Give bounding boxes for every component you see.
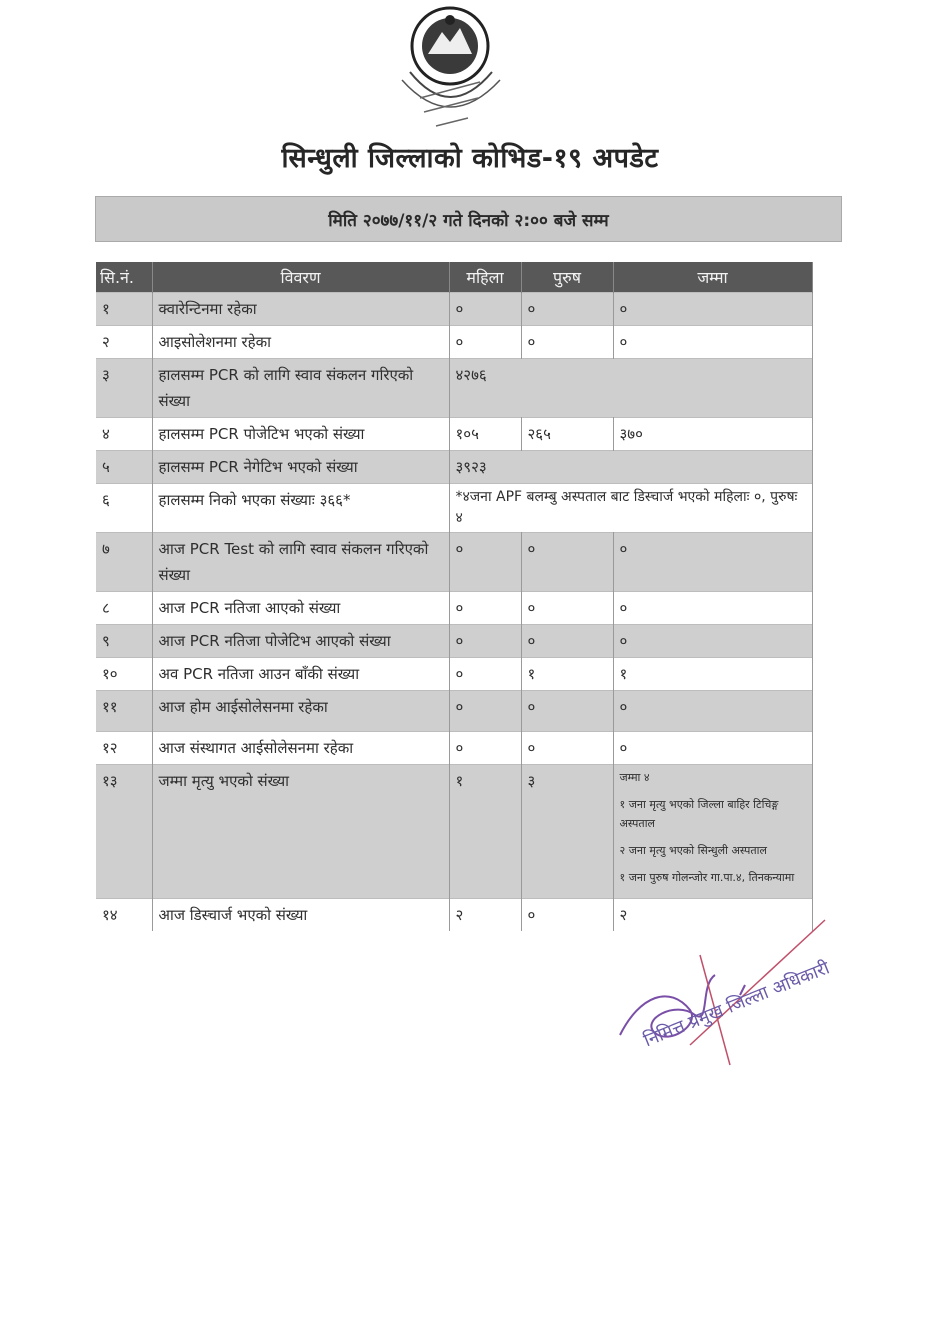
row-female: ० (449, 658, 521, 691)
row-female: ० (449, 592, 521, 625)
covid-update-table (96, 262, 813, 931)
death-note-line: २ जना मृत्यु भएको सिन्धुली अस्पताल (619, 844, 767, 857)
row-desc: अव PCR नतिजा आउन बाँकी संख्या (152, 658, 449, 691)
row-desc: हालसम्म PCR को लागि स्वाव संकलन गरिएको संख्या (152, 359, 449, 418)
header-desc: विवरण (152, 262, 449, 293)
row-male: ० (521, 533, 613, 592)
row-total: ० (613, 326, 812, 359)
date-bar (95, 196, 842, 242)
row-male: ० (521, 732, 613, 765)
row-male: ० (521, 293, 613, 326)
page-title: सिन्धुली जिल्लाको कोभिड-१९ अपडेट (281, 143, 659, 174)
row-total: ० (613, 293, 812, 326)
table-row (96, 533, 812, 592)
row-female: ० (449, 732, 521, 765)
row-merged-value: ३९२३ (449, 451, 812, 484)
table-header-row (96, 262, 812, 293)
header-no: सि.नं. (96, 262, 152, 293)
row-total-notes (613, 765, 812, 899)
row-male: ३ (521, 765, 613, 899)
row-total: ० (613, 533, 812, 592)
row-no: ५ (96, 451, 152, 484)
row-desc: क्वारेन्टिनमा रहेका (152, 293, 449, 326)
row-male: ० (521, 592, 613, 625)
death-note-line: १ जना पुरुष गोलन्जोर गा.पा.४, तिनकन्यामा (619, 871, 795, 884)
row-male: १ (521, 658, 613, 691)
row-merged-value: ४२७६ (449, 359, 812, 418)
row-male: ० (521, 625, 613, 658)
row-female: ० (449, 625, 521, 658)
row-total: ० (613, 625, 812, 658)
row-desc: जम्मा मृत्यु भएको संख्या (152, 765, 449, 899)
row-no: १ (96, 293, 152, 326)
row-desc: आज PCR नतिजा आएको संख्या (152, 592, 449, 625)
table-row (96, 625, 812, 658)
row-no: ४ (96, 418, 152, 451)
row-desc: हालसम्म PCR नेगेटिभ भएको संख्या (152, 451, 449, 484)
row-total: ३७० (613, 418, 812, 451)
row-female: १०५ (449, 418, 521, 451)
row-desc: आज संस्थागत आईसोलेसनमा रहेका (152, 732, 449, 765)
table-row (96, 691, 812, 732)
table-row (96, 592, 812, 625)
row-desc: आज PCR नतिजा पोजेटिभ आएको संख्या (152, 625, 449, 658)
row-total: ० (613, 691, 812, 732)
table-row (96, 658, 812, 691)
row-merged-note: *४जना APF बलम्बु अस्पताल बाट डिस्चार्ज भएको महिलाः ०, पुरुषः ४ (449, 484, 812, 533)
death-note-line: १ जना मृत्यु भएको जिल्ला बाहिर टिचिङ्ग अस्पताल (619, 798, 779, 830)
row-desc: आज डिस्चार्ज भएको संख्या (152, 899, 449, 932)
row-male: ० (521, 899, 613, 932)
row-female: ० (449, 533, 521, 592)
table-row (96, 484, 812, 533)
death-total-line: जम्मा ४ (619, 771, 650, 784)
row-no: १३ (96, 765, 152, 899)
row-male: ० (521, 691, 613, 732)
table-row (96, 359, 812, 418)
header-female: महिला (449, 262, 521, 293)
row-no: १० (96, 658, 152, 691)
date-line: मिति २०७७/११/२ गते दिनको २:०० बजे सम्म (328, 210, 609, 231)
row-no: ११ (96, 691, 152, 732)
table-row (96, 326, 812, 359)
header-total: जम्मा (613, 262, 812, 293)
row-no: १४ (96, 899, 152, 932)
row-desc: आज होम आईसोलेसनमा रहेका (152, 691, 449, 732)
row-female: ० (449, 326, 521, 359)
row-desc: हालसम्म PCR पोजेटिभ भएको संख्या (152, 418, 449, 451)
row-female: १ (449, 765, 521, 899)
row-no: १२ (96, 732, 152, 765)
government-seal-icon (380, 2, 520, 142)
row-total: ० (613, 732, 812, 765)
row-male: ० (521, 326, 613, 359)
row-no: ९ (96, 625, 152, 658)
table-row (96, 451, 812, 484)
table-row (96, 293, 812, 326)
row-total: २ (613, 899, 812, 932)
row-female: २ (449, 899, 521, 932)
row-desc: हालसम्म निको भएका संख्याः ३६६* (152, 484, 449, 533)
row-no: ६ (96, 484, 152, 533)
row-total: ० (613, 592, 812, 625)
row-no: ३ (96, 359, 152, 418)
row-desc: आज PCR Test को लागि स्वाव संकलन गरिएको संख्या (152, 533, 449, 592)
row-no: ८ (96, 592, 152, 625)
row-no: ७ (96, 533, 152, 592)
signature-caption: निमित्त प्रमुख जिल्ला अधिकारी (640, 957, 833, 1052)
row-no: २ (96, 326, 152, 359)
table-row (96, 418, 812, 451)
table-row (96, 765, 812, 899)
row-female: ० (449, 293, 521, 326)
row-total: १ (613, 658, 812, 691)
row-female: ० (449, 691, 521, 732)
row-desc: आइसोलेशनमा रहेका (152, 326, 449, 359)
header-male: पुरुष (521, 262, 613, 293)
row-male: २६५ (521, 418, 613, 451)
table-row (96, 732, 812, 765)
